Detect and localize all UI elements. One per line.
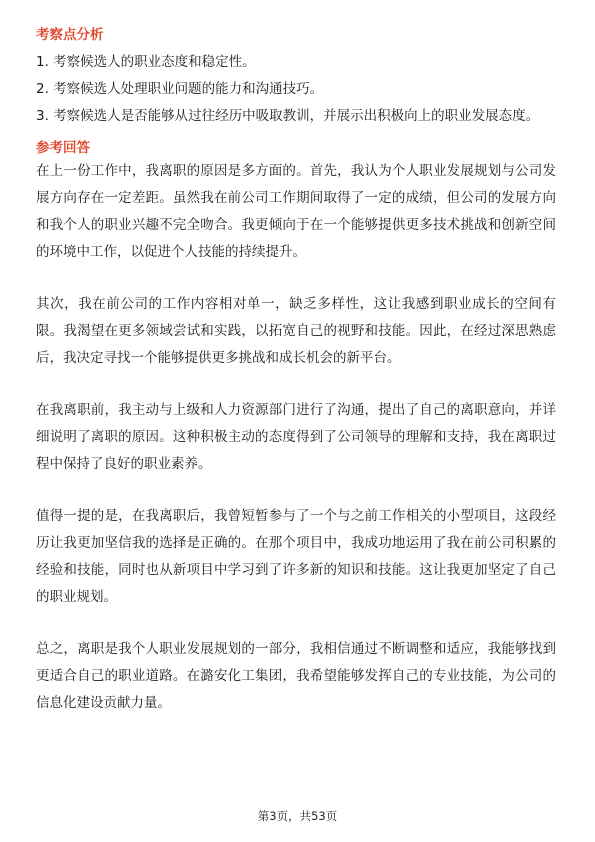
analysis-list (36, 49, 556, 130)
answer-paragraph: 值得一提的是，在我离职后，我曾短暂参与了一个与之前工作相关的小型项目，这段经历让我更加坚信我的选择是正确的。在那个项目中，我成功地运用了我在前公司积累的经验和技能，同时也从新项目中学习到了许多新的知识和技能。这让我更加坚定了自己的职业规划。 (36, 508, 556, 605)
answer-body (36, 158, 556, 717)
answer-paragraph: 其次，我在前公司的工作内容相对单一，缺乏多样性，这让我感到职业成长的空间有限。我渴望在更多领域尝试和实践，以拓宽自己的视野和技能。因此，在经过深思熟虑后，我决定寻找一个能够提供更多挑战和成长机会的新平台。 (36, 296, 556, 366)
answer-paragraph: 在上一份工作中，我离职的原因是多方面的。首先，我认为个人职业发展规划与公司发展方向存在一定差距。虽然我在前公司工作期间取得了一定的成绩，但公司的发展方向和我个人的职业兴趣不完全吻合。我更倾向于在一个能够提供更多技术挑战和创新空间的环境中工作，以促进个人技能的持续提升。 (36, 163, 556, 260)
page-content (36, 25, 556, 717)
analysis-heading: 考察点分析 (36, 27, 104, 43)
analysis-item: 3. 考察候选人是否能够从过往经历中吸取教训，并展示出积极向上的职业发展态度。 (36, 108, 540, 124)
answer-paragraph: 在我离职前，我主动与上级和人力资源部门进行了沟通，提出了自己的离职意向，并详细说明了离职的原因。这种积极主动的态度得到了公司领导的理解和支持，我在离职过程中保持了良好的职业素养。 (36, 402, 556, 472)
answer-paragraph: 总之，离职是我个人职业发展规划的一部分，我相信通过不断调整和适应，我能够找到更适合自己的职业道路。在潞安化工集团，我希望能够发挥自己的专业技能，为公司的信息化建设贡献力量。 (36, 641, 556, 711)
analysis-item: 2. 考察候选人处理职业问题的能力和沟通技巧。 (36, 81, 324, 97)
page-number: 第3页，共53页 (257, 809, 338, 823)
analysis-item: 1. 考察候选人的职业态度和稳定性。 (36, 54, 256, 70)
answer-heading: 参考回答 (36, 140, 90, 156)
